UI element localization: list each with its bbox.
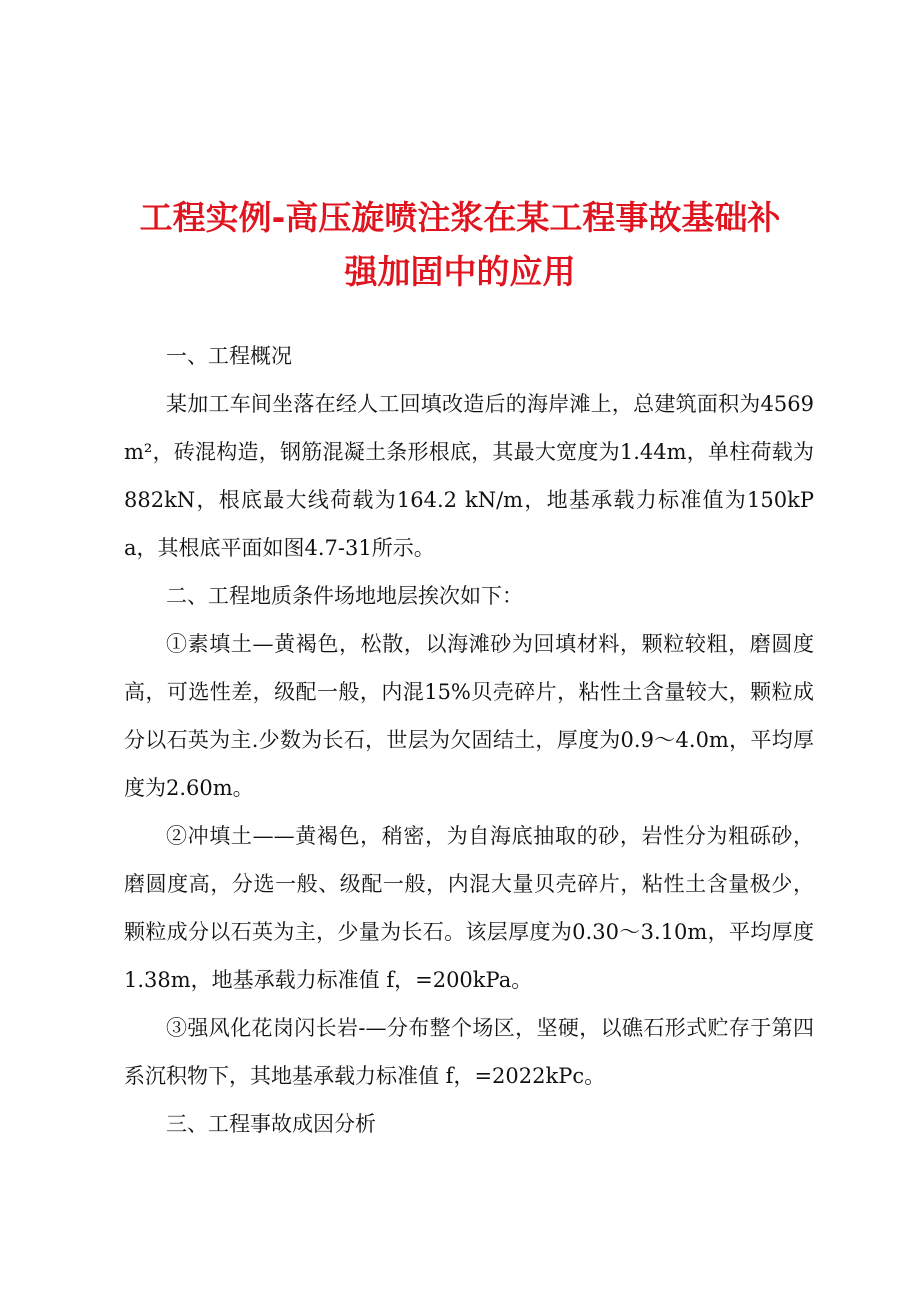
document-title-line-1: 工程实例-高压旋喷注浆在某工程事故基础补 <box>139 198 781 237</box>
paragraph-layer-2: ②冲填土——黄褐色，稍密，为自海底抽取的砂，岩性分为粗砾砂，磨圆度高，分选一般、级配一般，内混大量贝壳碎片，粘性土含量极少，颗粒成分以石英为主，少量为长石。该层厚度为0.30～3.10m，平均厚度1.38m，地基承载力标准值 f，=200kPa。 <box>124 824 814 992</box>
document-title-line-2: 强加固中的应用 <box>344 252 576 291</box>
section-heading-geology: 二、工程地质条件场地地层挨次如下： <box>166 584 523 608</box>
paragraph-overview: 某加工车间坐落在经人工回填改造后的海岸滩上，总建筑面积为4569m²，砖混构造，钢筋混凝土条形根底，其最大宽度为1.44m，单柱荷载为882kN，根底最大线荷载为164.2 kN/m，地基承载力标准值为150kPa，其根底平面如图4.7-31所示。 <box>124 392 814 560</box>
paragraph-layer-1: ①素填土—黄褐色，松散，以海滩砂为回填材料，颗粒较粗，磨圆度高，可选性差，级配一般，内混15%贝壳碎片，粘性土含量较大，颗粒成分以石英为主.少数为长石，世层为欠固结土，厚度为0.9～4.0m，平均厚度为2.60m。 <box>124 632 814 800</box>
section-heading-overview: 一、工程概况 <box>166 344 292 368</box>
section-heading-cause-analysis: 三、工程事故成因分析 <box>166 1112 376 1136</box>
paragraph-layer-3: ③强风化花岗闪长岩-—分布整个场区，坚硬，以礁石形式贮存于第四系沉积物下，其地基承载力标准值 f，=2022kPc。 <box>124 1016 814 1088</box>
